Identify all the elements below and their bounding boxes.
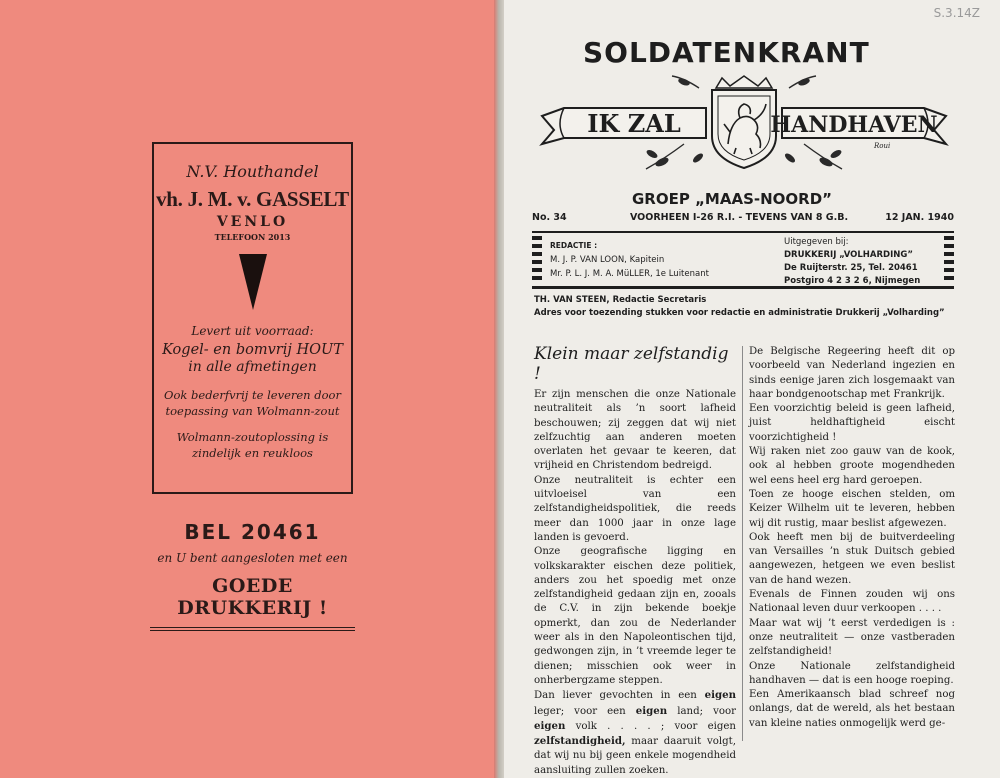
publisher-label: Uitgegeven bij: — [784, 237, 849, 247]
secretary-block — [534, 294, 945, 320]
article-paragraph: Dan liever gevochten in een eigen leger; voor een eigen land; voor eigen volk . . . . ; voor eigen zelfstandigheid, maar daaruit volgt, dat wij nu bij geen enkele mogendheid aansluiting zullen zoeken. — [534, 689, 736, 776]
banner-right-text: HANDHAVEN — [770, 112, 938, 138]
editorial-box — [532, 231, 954, 289]
article-paragraph: Toen ze hooge eischen stelden, om Keizer Wilhelm uit te leveren, hebben wij dit rustig, maar beslist afgewezen. — [749, 488, 955, 529]
article-paragraph: Evenals de Finnen zouden wij ons Nationaal leven duur verkoopen . . . . — [749, 589, 955, 615]
ad-name: vh. J. M. v. GASSELT — [156, 187, 349, 211]
ad-company: N.V. Houthandel — [186, 162, 319, 181]
triangle-icon — [239, 254, 267, 310]
banner-emblem — [534, 74, 954, 174]
printer-advert — [150, 520, 355, 631]
ad-line-5 — [154, 429, 351, 461]
article-paragraph: Onze geografische ligging en volkskarakter eischen deze politiek, anders zou het spoedig met onze zelfstandigheid gedaan zijn en, zooals de C.V. in zijn bekende boekje opmerkt, dan zou de Nederlander weer als in den Napoleontischen tijd, gedwongen zijn, in ’t vreemde leger te dienen; misschien ook weer in onherbergzame steppen. — [534, 546, 736, 686]
publisher-giro: Postgiro 4 2 3 2 6, Nijmegen — [784, 276, 921, 286]
issue-date: 12 JAN. 1940 — [885, 212, 954, 223]
publisher-name: DRUKKERIJ „VOLHARDING” — [784, 250, 913, 260]
publisher-address: De Ruijterstr. 25, Tel. 20461 — [784, 263, 918, 273]
ad-city: VENLO — [216, 214, 289, 230]
article-paragraph: Onze Nationale zelfstandigheid handhaven — dat is een hooge roeping. — [749, 660, 955, 686]
banner-left-text: IK ZAL — [587, 109, 681, 138]
editor-1: M. J. P. VAN LOON, Kapitein — [550, 255, 665, 265]
address-line: Adres voor toezending stukken voor redactie en administratie Drukkerij „Volharding” — [534, 308, 945, 318]
editor-2: Mr. P. L. J. M. A. MüLLER, 1e Luitenant — [550, 269, 709, 279]
article-paragraph: Er zijn menschen die onze Nationale neutraliteit als ’n soort lafheid beschouwen; zij zeggen dat wij niet zelfzuchtig aan anderen moeten overlaten het gevaar te keeren, dat vrijheid en Christendom bedreigd. — [534, 389, 736, 472]
article-column-left — [534, 344, 736, 778]
ad-line-5b: zindelijk en reukloos — [192, 446, 313, 460]
bel-subtitle: en U bent aangesloten met een — [157, 551, 348, 565]
decorative-bars-left — [532, 236, 542, 284]
ad-line-1: Levert uit voorraad: — [191, 324, 314, 338]
ad-line-4 — [154, 387, 351, 419]
article-paragraph: Onze neutraliteit is echter een uitvloeisel van een zelfstandigheidspolitiek, die reeds meer dan 1000 jaar in onze lage landen is gevoerd. — [534, 474, 736, 543]
column-divider — [742, 346, 743, 741]
advertisement-box — [152, 142, 353, 494]
archive-note: S.3.14Z — [933, 6, 980, 20]
ad-phone: TELEFOON 2013 — [214, 232, 291, 242]
article-paragraph: De Belgische Regeering heeft dit op voorbeeld van Nederland ingezien en sinds eenige jaren zich losgemaakt van haar bondgenootschap met Frankrijk. — [749, 346, 955, 400]
double-rule — [150, 627, 355, 631]
ad-line-2: Kogel- en bomvrij HOUT — [162, 342, 343, 358]
article-paragraph: Wij raken niet zoo gauw van de kook, ook al hebben groote mogendheden wel eens heel erg hard geroepen. — [749, 446, 955, 486]
article-paragraph: Een Amerikaansch blad schreef nog onlangs, dat de wereld, als het bestaan van kleine naties onmogelijk werd ge- — [749, 689, 955, 729]
decorative-bars-right — [944, 236, 954, 284]
secretary-line: TH. VAN STEEN, Redactie Secretaris — [534, 295, 707, 305]
right-page — [504, 0, 1000, 778]
ad-line-4b: toepassing van Wolmann-zout — [165, 404, 340, 418]
article-title: Klein maar zelfstandig ! — [534, 344, 729, 384]
bel-slogan: GOEDE DRUKKERIJ ! — [177, 575, 328, 619]
left-page — [0, 0, 498, 778]
issue-number: No. 34 — [532, 212, 567, 223]
group-title: GROEP „MAAS-NOORD” — [632, 190, 833, 208]
ad-line-3: in alle afmetingen — [188, 359, 317, 375]
editors — [550, 239, 709, 281]
article-paragraph: Een voorzichtig beleid is geen lafheid, juist heldhaftigheid eischt voorzichtigheid ! — [749, 403, 955, 443]
previous-name: VOORHEEN I-26 R.I. - TEVENS VAN 8 G.B. — [630, 212, 849, 223]
ad-line-5a: Wolmann-zoutoplossing is — [176, 430, 329, 444]
article-paragraph: Ook heeft men bij de buitverdeeling van Versailles ’n stuk Duitsch gebied aangewezen, hetgeen we even beslist van de hand wezen. — [749, 531, 955, 586]
article-column-right — [749, 345, 955, 731]
masthead-title: SOLDATENKRANT — [583, 36, 870, 69]
banner-signature: Roui — [874, 142, 891, 150]
article-paragraph: Maar wat wij ’t eerst verdedigen is : onze neutraliteit — onze vastberaden zelfstandigheid! — [749, 617, 955, 658]
bel-title: BEL 20461 — [184, 520, 321, 544]
publisher — [784, 236, 920, 288]
redactie-label: REDACTIE : — [550, 241, 598, 250]
ad-line-4a: Ook bederfvrij te leveren door — [164, 388, 341, 402]
